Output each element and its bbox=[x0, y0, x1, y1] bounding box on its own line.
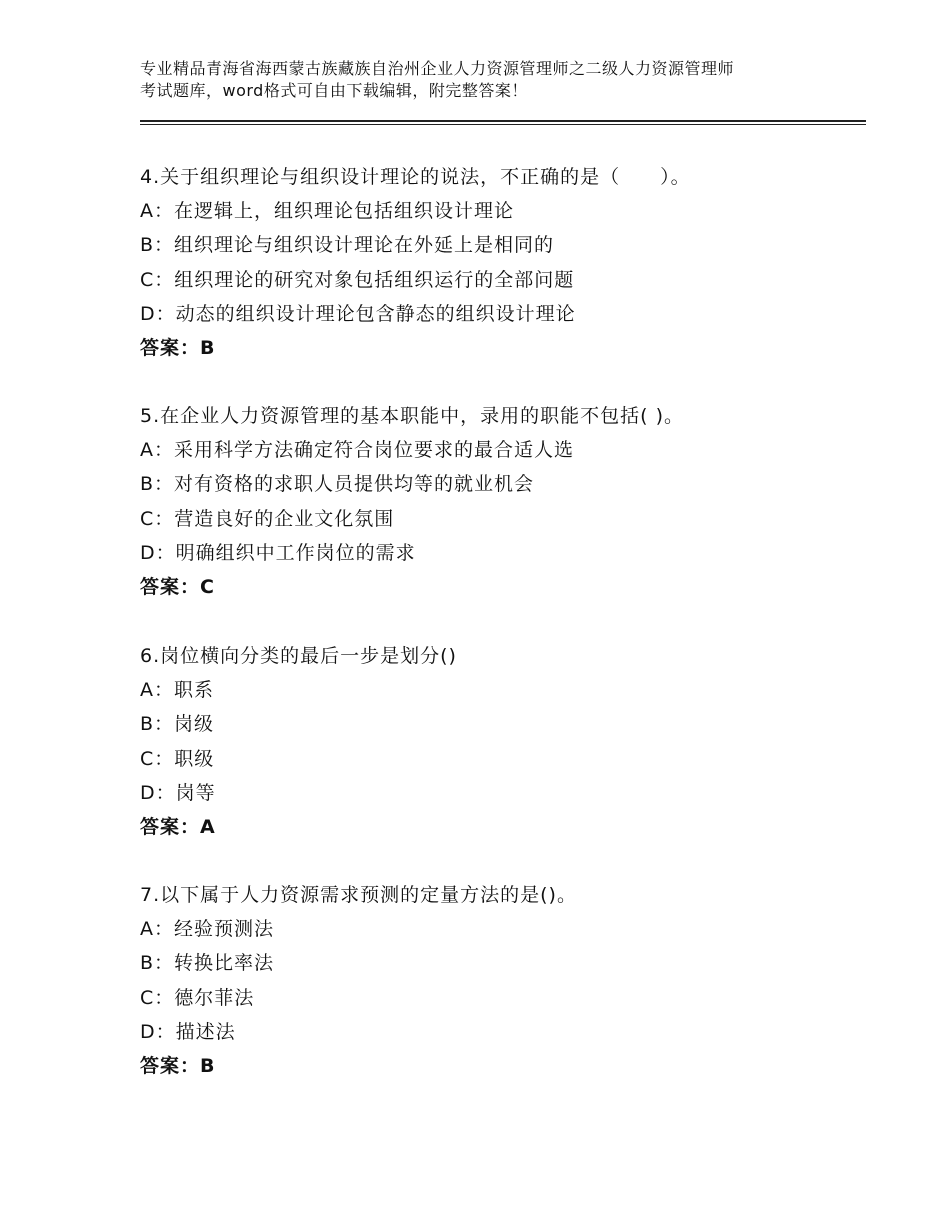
header-title-line-2: 考试题库，word格式可自由下载编辑，附完整答案！ bbox=[140, 81, 528, 100]
option-d: D：明确组织中工作岗位的需求 bbox=[140, 541, 416, 564]
header-divider-thin bbox=[140, 124, 866, 125]
question-7 bbox=[140, 878, 860, 1083]
question-stem: 6.岗位横向分类的最后一步是划分() bbox=[140, 645, 457, 667]
answer-label: 答案：B bbox=[140, 1054, 216, 1077]
question-stem: 4.关于组织理论与组织设计理论的说法，不正确的是（ ）。 bbox=[140, 166, 691, 188]
option-b: B：对有资格的求职人员提供均等的就业机会 bbox=[140, 473, 535, 496]
question-stem: 5.在企业人力资源管理的基本职能中，录用的职能不包括( )。 bbox=[140, 405, 684, 427]
option-d: D：动态的组织设计理论包含静态的组织设计理论 bbox=[140, 302, 576, 325]
option-c: C：组织理论的研究对象包括组织运行的全部问题 bbox=[140, 268, 575, 291]
option-c: C：德尔菲法 bbox=[140, 986, 255, 1009]
answer-label: 答案：A bbox=[140, 815, 216, 838]
header-title-line-1: 专业精品青海省海西蒙古族藏族自治州企业人力资源管理师之二级人力资源管理师 bbox=[140, 59, 735, 78]
header-divider-thick bbox=[140, 120, 866, 122]
question-4 bbox=[140, 160, 860, 365]
option-d: D：描述法 bbox=[140, 1020, 236, 1043]
option-b: B：组织理论与组织设计理论在外延上是相同的 bbox=[140, 234, 555, 257]
answer-label: 答案：B bbox=[140, 336, 216, 359]
question-6 bbox=[140, 639, 860, 844]
option-a: A：采用科学方法确定符合岗位要求的最合适人选 bbox=[140, 439, 574, 462]
document-header bbox=[140, 58, 840, 102]
question-stem: 7.以下属于人力资源需求预测的定量方法的是()。 bbox=[140, 884, 577, 906]
option-b: B：转换比率法 bbox=[140, 952, 275, 975]
option-a: A：在逻辑上，组织理论包括组织设计理论 bbox=[140, 200, 514, 223]
option-a: A：职系 bbox=[140, 679, 214, 702]
option-d: D：岗等 bbox=[140, 781, 216, 804]
answer-label: 答案：C bbox=[140, 575, 215, 598]
option-c: C：营造良好的企业文化氛围 bbox=[140, 507, 395, 530]
option-a: A：经验预测法 bbox=[140, 918, 274, 941]
option-b: B：岗级 bbox=[140, 713, 215, 736]
question-5 bbox=[140, 399, 860, 604]
option-c: C：职级 bbox=[140, 747, 215, 770]
